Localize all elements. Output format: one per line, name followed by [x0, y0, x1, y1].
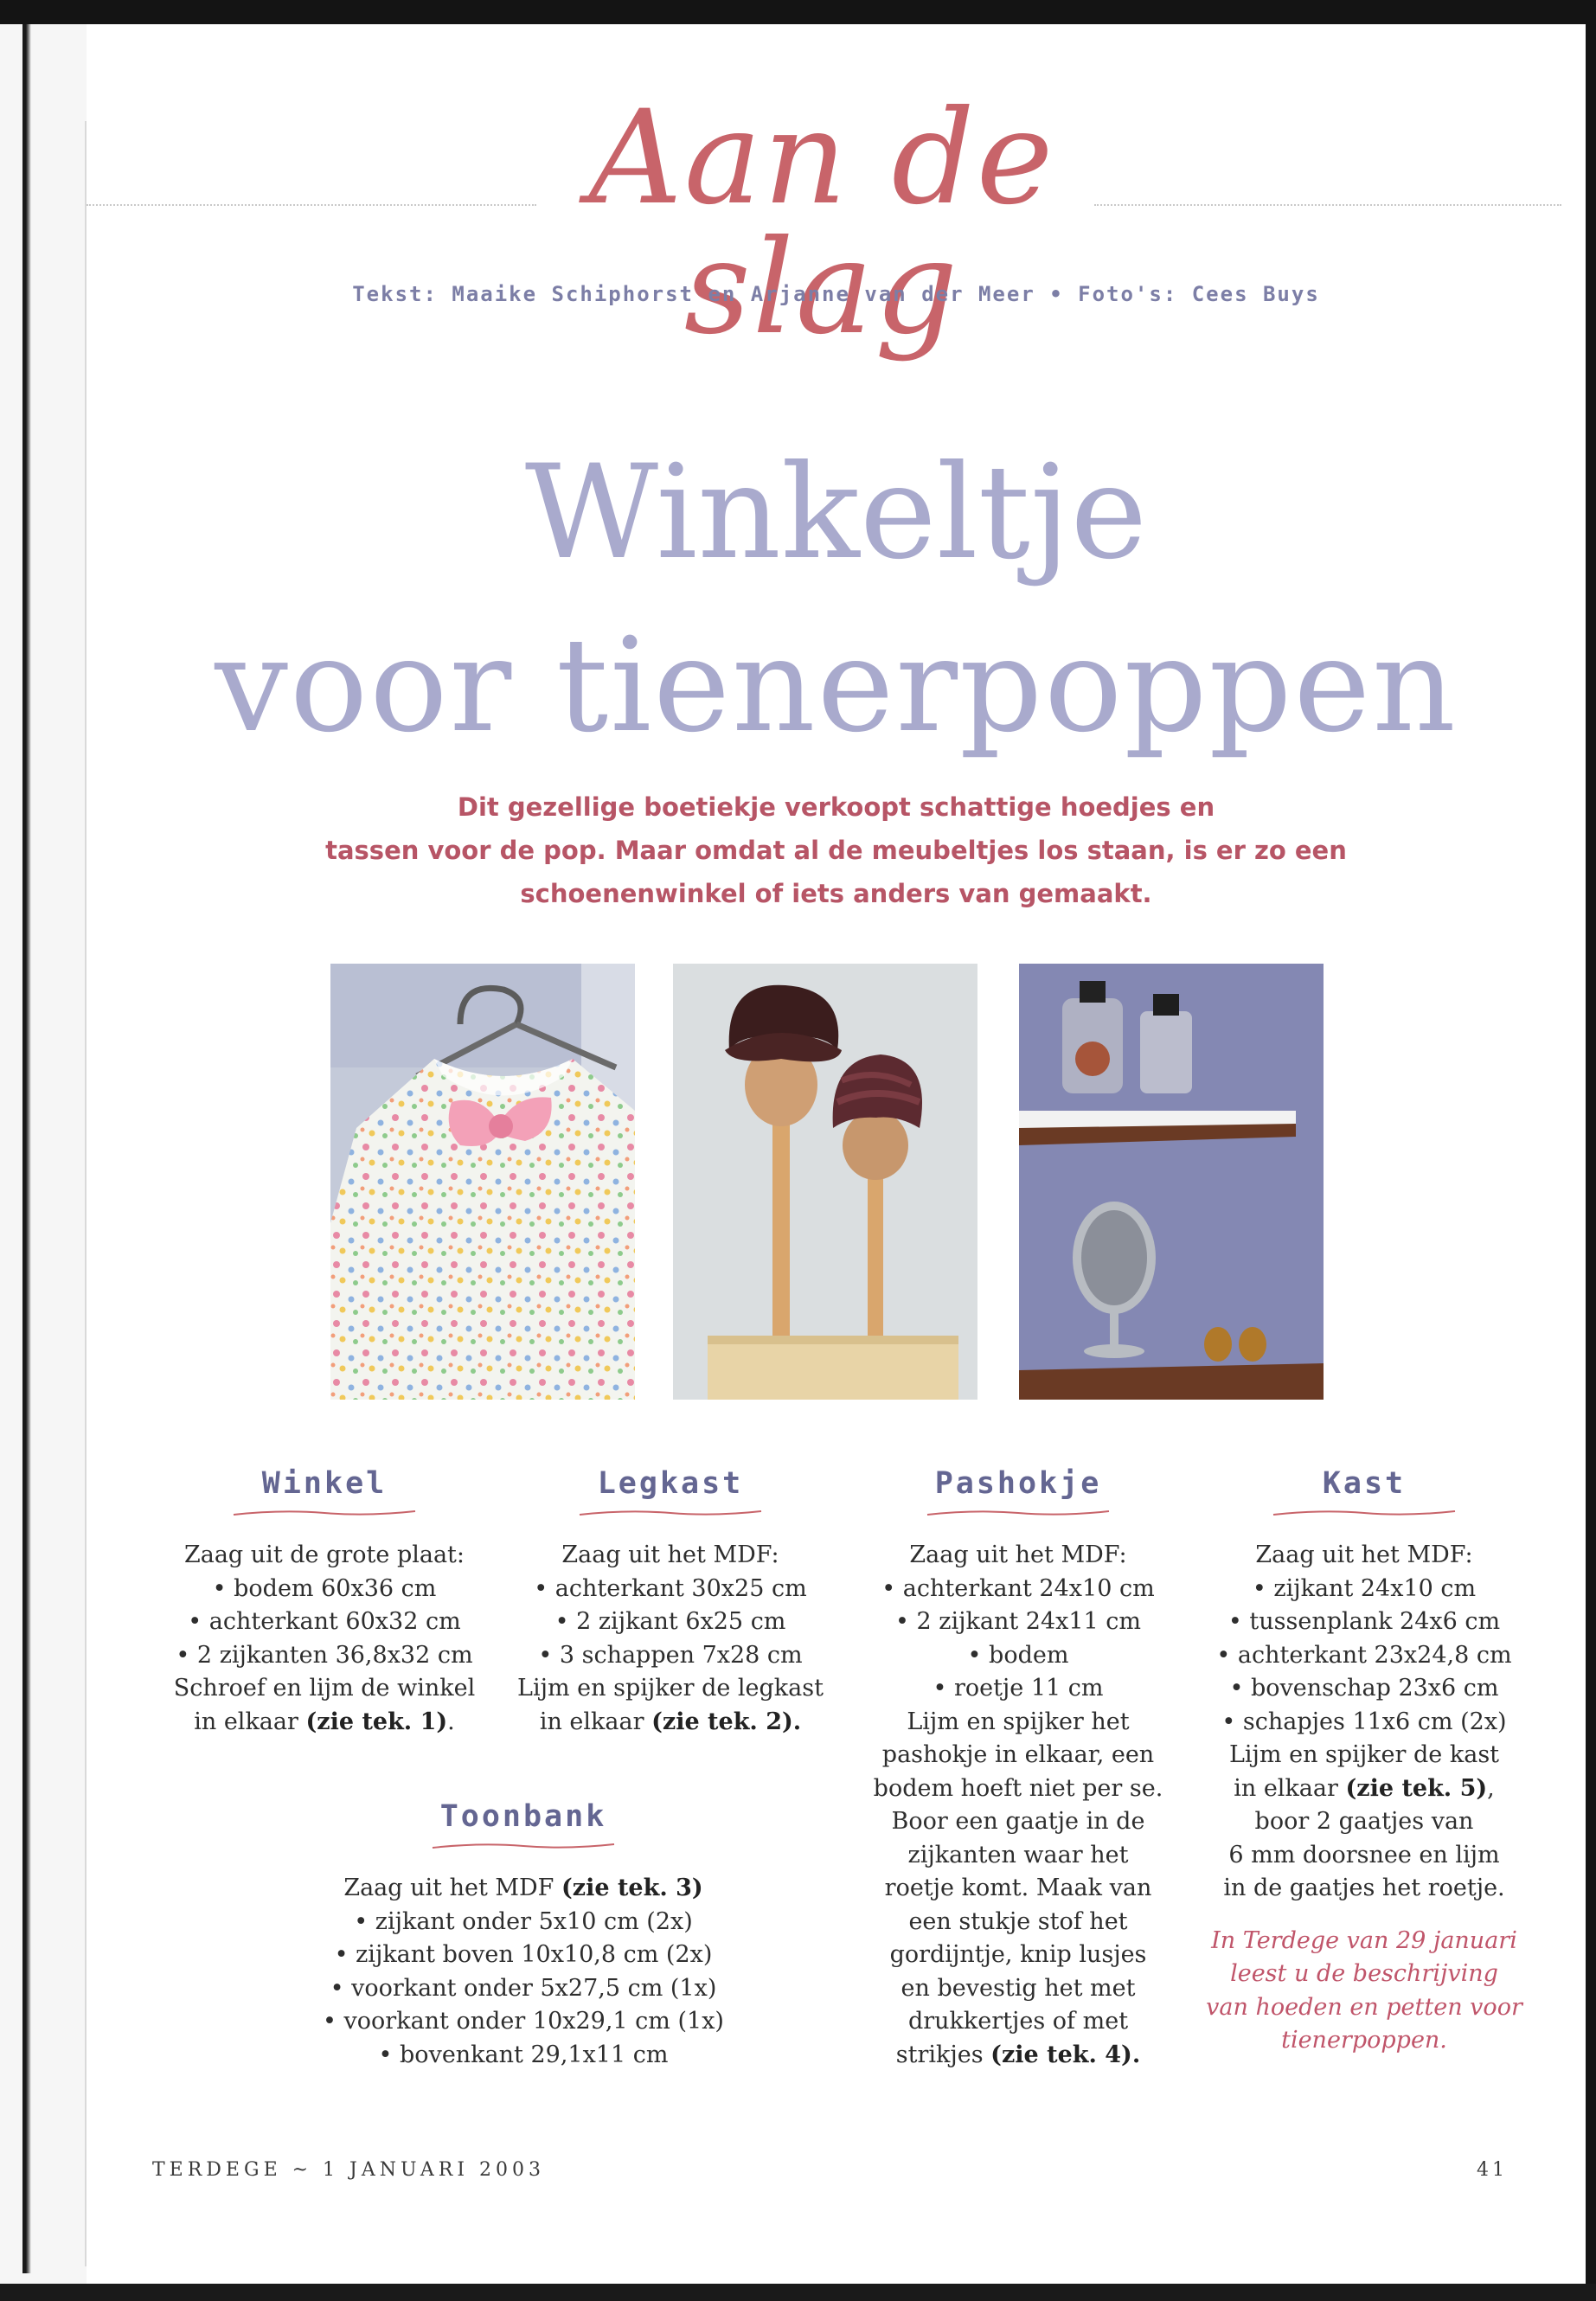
photo-shelves-bottles-mirror — [1019, 964, 1324, 1400]
section-heading: Toonbank — [439, 1799, 607, 1834]
body-text: strikjes — [895, 2041, 984, 2068]
body-line — [298, 1872, 748, 1906]
section-legkast — [484, 1465, 856, 1739]
body-line — [484, 1706, 856, 1740]
heading-underline-squiggle — [229, 1508, 420, 1518]
body-line: Zaag uit het MDF: — [909, 1541, 1127, 1568]
body-line: • tussenplank 24x6 cm — [1227, 1608, 1501, 1635]
body-line: pashokje in elkaar, een — [881, 1741, 1155, 1768]
heading-underline-squiggle — [575, 1508, 766, 1518]
body-text: Zaag uit het MDF — [343, 1875, 554, 1901]
intro-line: tassen voor de pop. Maar omdat al de meubeltjes los staan, is er zo een — [325, 836, 1347, 865]
scan-binding-shadow — [22, 24, 31, 2273]
body-line: Zaag uit het MDF: — [1255, 1541, 1473, 1568]
heading-underline-squiggle — [428, 1841, 619, 1851]
body-line — [832, 2039, 1204, 2073]
section-winkel — [138, 1465, 510, 1739]
section-script-title: Aan de slag — [588, 83, 1055, 363]
section-heading: Kast — [1322, 1466, 1407, 1501]
note-line: leest u de beschrijving — [1230, 1960, 1498, 1987]
body-line: • achterkant 24x10 cm — [881, 1574, 1155, 1602]
page-number: 41 — [1477, 2159, 1508, 2181]
body-text: in elkaar — [194, 1708, 298, 1735]
photo-hat-stands — [673, 964, 977, 1400]
body-line: bodem hoeft niet per se. — [873, 1774, 1163, 1802]
note-line: van hoeden en petten voor — [1206, 1993, 1522, 2021]
body-line: • 3 schappen 7x28 cm — [538, 1641, 803, 1669]
heading-underline-squiggle — [923, 1508, 1113, 1518]
body-line: Lijm en spijker de kast — [1228, 1741, 1500, 1768]
body-text: in elkaar — [1234, 1774, 1338, 1802]
punctuation: . — [447, 1708, 455, 1735]
body-line: • achterkant 60x32 cm — [188, 1608, 461, 1635]
body-line: Lijm en spijker de legkast — [517, 1675, 824, 1702]
body-line: in de gaatjes het roetje. — [1223, 1875, 1505, 1901]
body-line: • voorkant onder 10x29,1 cm (1x) — [323, 2008, 724, 2035]
drawing-reference: (zie tek. 4). — [990, 2041, 1141, 2068]
heading-underline-squiggle — [1269, 1508, 1459, 1518]
section-heading: Winkel — [261, 1466, 388, 1501]
body-line: • achterkant 30x25 cm — [534, 1574, 807, 1602]
section-heading: Legkast — [597, 1466, 744, 1501]
body-line: • bovenkant 29,1x11 cm — [378, 2041, 669, 2068]
note-line: tienerpoppen. — [1281, 2027, 1447, 2054]
body-line: Schroef en lijm de winkel — [173, 1675, 476, 1702]
scan-edge-bottom — [0, 2284, 1596, 2301]
photo-dress-on-hanger — [330, 964, 635, 1400]
body-line: • bodem — [967, 1641, 1069, 1669]
body-line: • zijkant boven 10x10,8 cm (2x) — [334, 1941, 713, 1968]
header-rule-right — [1094, 204, 1561, 206]
body-line: • 2 zijkant 6x25 cm — [554, 1608, 786, 1635]
section-heading: Pashokje — [934, 1466, 1102, 1501]
body-line: Zaag uit het MDF: — [561, 1541, 779, 1568]
note-line: In Terdege van 29 januari — [1211, 1926, 1517, 1954]
credits-line: Tekst: Maaike Schiphorst en Arjanne van der Meer • Foto's: Cees Buys — [352, 282, 1320, 306]
body-line: • 2 zijkanten 36,8x32 cm — [176, 1641, 473, 1669]
body-line: • schapjes 11x6 cm (2x) — [1221, 1708, 1507, 1735]
body-line: • zijkant 24x10 cm — [1252, 1574, 1477, 1602]
section-toonbank — [298, 1798, 748, 2072]
body-line: Lijm en spijker het — [907, 1708, 1130, 1735]
shelves-illustration — [1019, 964, 1324, 1400]
intro-line: Dit gezellige boetiekje verkoopt schattige hoedjes en — [457, 792, 1215, 822]
page-title-line-1: Winkeltje — [524, 438, 1148, 588]
body-line: gordijntje, knip lusjes — [889, 1941, 1147, 1968]
section-kast — [1178, 1465, 1550, 2058]
dress-illustration — [330, 964, 635, 1400]
body-line: • bodem 60x36 cm — [212, 1574, 437, 1602]
body-line: Zaag uit de grote plaat: — [183, 1541, 465, 1568]
punctuation: , — [1487, 1774, 1495, 1802]
drawing-reference: (zie tek. 3) — [561, 1875, 703, 1901]
body-line: roetje komt. Maak van — [884, 1875, 1152, 1901]
intro-paragraph — [311, 785, 1361, 915]
body-line: • roetje 11 cm — [933, 1675, 1104, 1702]
body-line: • voorkant onder 5x27,5 cm (1x) — [330, 1974, 717, 2002]
body-line: Boor een gaatje in de — [891, 1808, 1145, 1835]
body-line: • bovenschap 23x6 cm — [1229, 1675, 1499, 1702]
section-pashokje — [832, 1465, 1204, 2072]
body-line: zijkanten waar het — [907, 1841, 1129, 1868]
scan-edge-left — [0, 0, 87, 2301]
drawing-reference: (zie tek. 1) — [305, 1708, 448, 1735]
hat-stands-illustration — [673, 964, 977, 1400]
body-line: drukkertjes of met — [907, 2008, 1129, 2035]
body-line: boor 2 gaatjes van — [1254, 1808, 1474, 1835]
body-line: • 2 zijkant 24x11 cm — [894, 1608, 1142, 1635]
drawing-reference: (zie tek. 2). — [651, 1708, 802, 1735]
body-line — [1178, 1772, 1550, 1806]
body-line: een stukje stof het — [908, 1907, 1128, 1935]
scan-edge-right — [1586, 0, 1596, 2301]
body-line: 6 mm doorsnee en lijm — [1228, 1841, 1500, 1868]
scan-edge-top — [0, 0, 1596, 24]
body-line — [138, 1706, 510, 1740]
magazine-page — [87, 24, 1586, 2284]
header-rule-left — [87, 204, 536, 206]
page-title-line-2: voor tienerpoppen — [215, 611, 1458, 761]
body-line: • zijkant onder 5x10 cm (2x) — [354, 1907, 693, 1935]
body-text: in elkaar — [539, 1708, 644, 1735]
intro-line: schoenenwinkel of iets anders van gemaakt. — [520, 879, 1152, 908]
drawing-reference: (zie tek. 5) — [1345, 1774, 1488, 1802]
body-line: en bevestig het met — [901, 1974, 1136, 2002]
body-line: • achterkant 23x24,8 cm — [1216, 1641, 1512, 1669]
footer-publication-date: TERDEGE ~ 1 JANUARI 2003 — [152, 2159, 545, 2181]
